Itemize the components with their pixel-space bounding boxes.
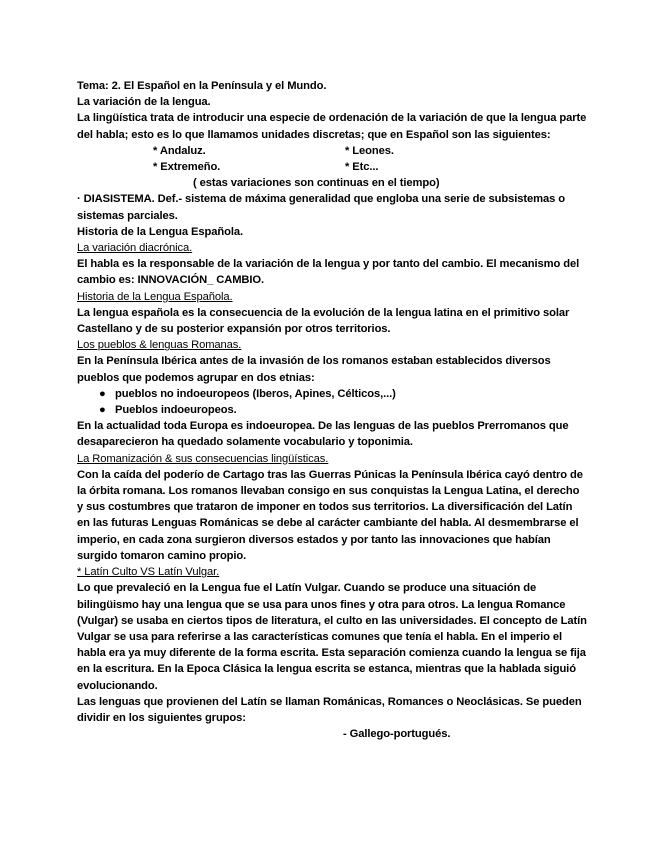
pueblos-paragraph: En la Península Ibérica antes de la invasión de los romanos estaban establecidos diversos pueblos que podemos agrupar en dos etnias: (77, 355, 551, 384)
bullet-icon: ● (99, 404, 106, 417)
diacronica-heading: La variación diacrónica. (77, 242, 193, 255)
intro-paragraph: La lingüística trata de introducir una especie de ordenación de la variación de que la lengua parte del habla; esto es lo que llamamos unidades discretas; que en Español son las siguientes: (77, 112, 587, 141)
list-item-text: Pueblos indoeuropeos. (115, 404, 237, 417)
topic-title: Tema: 2. El Español en la Península y el Mundo. (77, 80, 327, 92)
list-item-text: pueblos no indoeuropeos (Iberos, Apines, Célticos,...) (115, 387, 396, 400)
diacronica-paragraph: El habla es la responsable de la variación de la lengua y por tanto del cambio. El mecanismo del cambio es: INNOVACIÓN_ CAMBIO. (77, 258, 580, 287)
list-item (77, 402, 587, 418)
latin-paragraph: Lo que prevaleció en la Lengua fue el Latín Vulgar. Cuando se produce una situación de bilingüismo hay una lengua que se usa para unos fines y otra para otros. La lengua Romance (Vulgar) se usaba en ciertos tipos de literatura, el culto en las universidades. El concepto de Latín Vulgar se usa para referirse a las características comunes que tenía el habla. En el imperio el habla era ya muy diferente de la forma escrita. Esta separación comienza cuando la lengua se fija en la escritura. En la Epoca Clásica la lengua escrita se estanca, mientras que la hablada siguió evolucionando. (77, 582, 587, 692)
historia-plain: Historia de la Lengua Española. (77, 225, 243, 238)
historia-paragraph: La lengua española es la consecuencia de la evolución de la lengua latina en el primitivo solar Castellano y de su posterior expansión por otros territorios. (77, 306, 570, 336)
europa-paragraph: En la actualidad toda Europa es indoeuropea. De las lenguas de las pueblos Prerromanos que desaparecieron ha quedado solamente vocabulario y toponimia. (77, 420, 569, 449)
varieties-row-2 (77, 159, 587, 175)
variety-extremeno: * Extremeño. (153, 161, 221, 174)
pueblos-heading: Los pueblos & lenguas Romanas. (77, 339, 242, 352)
variety-etc: * Etc... (345, 161, 379, 174)
bullet-icon: ● (99, 387, 106, 400)
varieties-row-1 (77, 143, 587, 159)
romanizacion-heading: La Romanización & sus consecuencias lingüísticas. (77, 452, 329, 465)
romanicas-paragraph: Las lenguas que provienen del Latín se llaman Románicas, Romances o Neoclásicas. Se pueden dividir en los siguientes grupos: (77, 695, 582, 724)
list-item (77, 386, 587, 402)
variety-andaluz: * Andaluz. (153, 144, 206, 157)
varieties-note: ( estas variaciones son continuas en el tiempo) (193, 177, 440, 190)
historia-heading: Historia de la Lengua Española. (77, 290, 233, 303)
final-list-item: - Gallego-portugués. (343, 728, 451, 741)
variacion-heading: La variación de la lengua. (77, 96, 211, 109)
variety-leones: * Leones. (345, 144, 394, 157)
romanizacion-paragraph: Con la caída del poderío de Cartago tras las Guerras Púnicas la Península Ibérica cayó dentro de la órbita romana. Los romanos llevaban consigo en sus conquistas la Lengua Latina, el derecho y sus costumbres que trataron de imponer en todos sus territorios. La diversificación del Latín en las futuras Lenguas Románicas se debe al carácter cambiante del habla. Al desmembrarse el imperio, en cada zona surgieron diversos estados y por tanto las innovaciones que habían surgido tomaron camino propio. (77, 468, 583, 562)
document-page (77, 78, 587, 742)
latin-heading: * Latín Culto VS Latín Vulgar. (77, 566, 220, 579)
pueblos-list (77, 386, 587, 418)
diasistema-paragraph: · DIASISTEMA. Def.- sistema de máxima generalidad que engloba una serie de subsistemas o sistemas parciales. (77, 193, 565, 222)
